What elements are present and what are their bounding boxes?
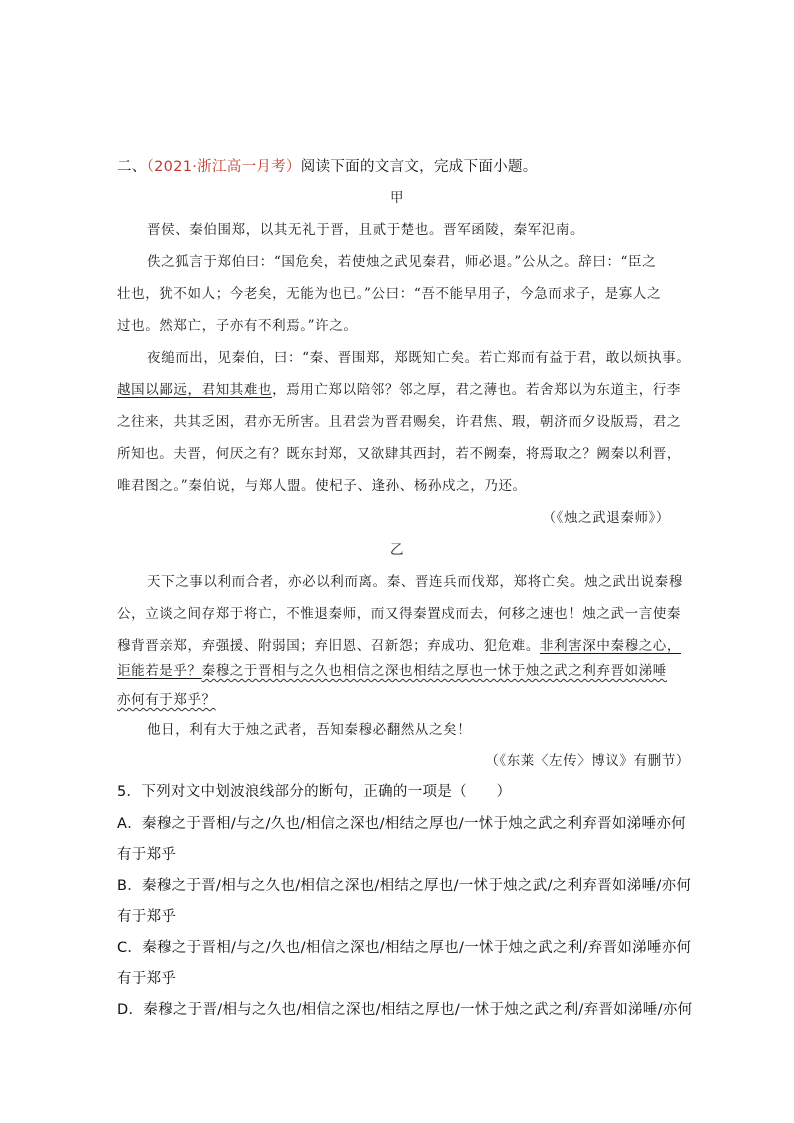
question-5-stem: 5．下列对文中划波浪线部分的断句，正确的一项是（ ）: [117, 784, 512, 800]
passage-a-paragraph-3-line-4: 所知也。夫晋，何厌之有？既东封郑，又欲肆其西封，若不阙秦，将焉取之？阙秦以利晋，: [117, 446, 681, 462]
passage-a-paragraph-3-line-5: 唯君图之。”秦伯说，与郑人盟。使杞子、逢孙、杨孙戍之，乃还。: [117, 478, 527, 494]
passage-a-paragraph-2-line-1: 佚之狐言于郑伯曰：“国危矣，若使烛之武见秦君，师必退。”公从之。辞曰：“臣之: [147, 254, 657, 270]
passage-a-paragraph-3-line-2: [117, 378, 681, 398]
underlined-sentence: 讵能若是乎？: [117, 663, 202, 679]
underlined-sentence: 越国以鄙远，君知其难也: [117, 382, 273, 398]
passage-b-line-4: [117, 659, 667, 679]
wavy-underlined-sentence: 亦何有于郑乎？: [117, 692, 216, 708]
wavy-underlined-sentence: 秦穆之于晋相与之久也相信之深也相结之厚也一怵于烛之武之利弃晋如涕唾: [201, 663, 667, 679]
passage-a-paragraph-3-line-1: 夜缒而出，见秦伯，曰：“秦、晋围郑，郑既知亡矣。若亡郑而有益于君，敢以烦执事。: [147, 350, 691, 366]
option-b-line-2[interactable]: 有于郑乎: [117, 909, 177, 925]
question-instruction: 阅读下面的文言文，完成下面小题。: [300, 159, 538, 175]
passage-b-line-3: [117, 634, 681, 654]
passage-a-paragraph-2-line-3: 过也。然郑亡，子亦有不利焉。”许之。: [117, 318, 358, 334]
option-a-line-1[interactable]: A．秦穆之于晋相/与之/久也/相信之深也/相结之厚也/一怵于烛之武之利弃晋如涕唾亦何: [117, 816, 686, 832]
passage-a-paragraph-1: 晋侯、秦伯围郑，以其无礼于晋，且贰于楚也。晋军函陵，秦军氾南。: [147, 222, 585, 238]
sentence-plain: 穆背晋亲郑，弃强援、附弱国；弃旧恩、召新怨；弃成功、犯危难。: [117, 638, 540, 654]
question-number: 二、: [117, 159, 147, 175]
underlined-sentence: 非利害深中秦穆之心，: [540, 638, 681, 654]
sentence-rest: ，焉用亡郑以陪邻？邻之厚，君之薄也。若舍郑以为东道主，行李: [272, 382, 682, 398]
option-c-line-2[interactable]: 有于郑乎: [117, 971, 177, 987]
option-c-line-1[interactable]: C．秦穆之于晋相/与之/久也/相信之深也/相结之厚也/一怵于烛之武之利/弃晋如涕唾亦何: [117, 940, 692, 956]
passage-b-citation: （《东莱〈左传〉博议》有删节）: [485, 753, 690, 769]
passage-a-title: 甲: [389, 190, 405, 206]
option-b-line-1[interactable]: B．秦穆之于晋/相与之久也/相信之深也/相结之厚也/一怵于烛之武/之利弃晋如涕唾/亦何: [117, 878, 692, 894]
passage-a-paragraph-2-line-2: 壮也，犹不如人；今老矣，无能为也已。”公曰：“吾不能早用子，今急而求子，是寡人之: [117, 286, 662, 302]
passage-a-citation: （《烛之武退秦师》）: [542, 510, 670, 526]
passage-b-line-1: 天下之事以利而合者，亦必以利而离。秦、晋连兵而伐郑，郑将亡矣。烛之武出说秦穆: [147, 574, 683, 590]
question-source: （2021·浙江高一月考）: [146, 159, 301, 175]
option-a-line-2[interactable]: 有于郑乎: [117, 847, 177, 863]
passage-b-line-6: 他日，利有大于烛之武者，吾知秦穆必翻然从之矣！: [147, 722, 472, 738]
passage-a-paragraph-3-line-3: 之往来，共其乏困，君亦无所害。且君尝为晋君赐矣，许君焦、瑕，朝济而夕设版焉，君之: [117, 414, 681, 430]
passage-b-line-2: 公，立谈之间存郑于将亡，不惟退秦师，而又得秦置戍而去，何移之速也！烛之武一言使秦: [117, 606, 681, 622]
passage-b-line-5: [117, 688, 216, 708]
passage-b-title: 乙: [389, 542, 405, 558]
option-d-line-1[interactable]: D．秦穆之于晋/相与之久也/相信之深也/相结之厚也/一怵于烛之武之利/弃晋如涕唾/亦何: [117, 1002, 693, 1018]
question-header: [117, 155, 538, 176]
